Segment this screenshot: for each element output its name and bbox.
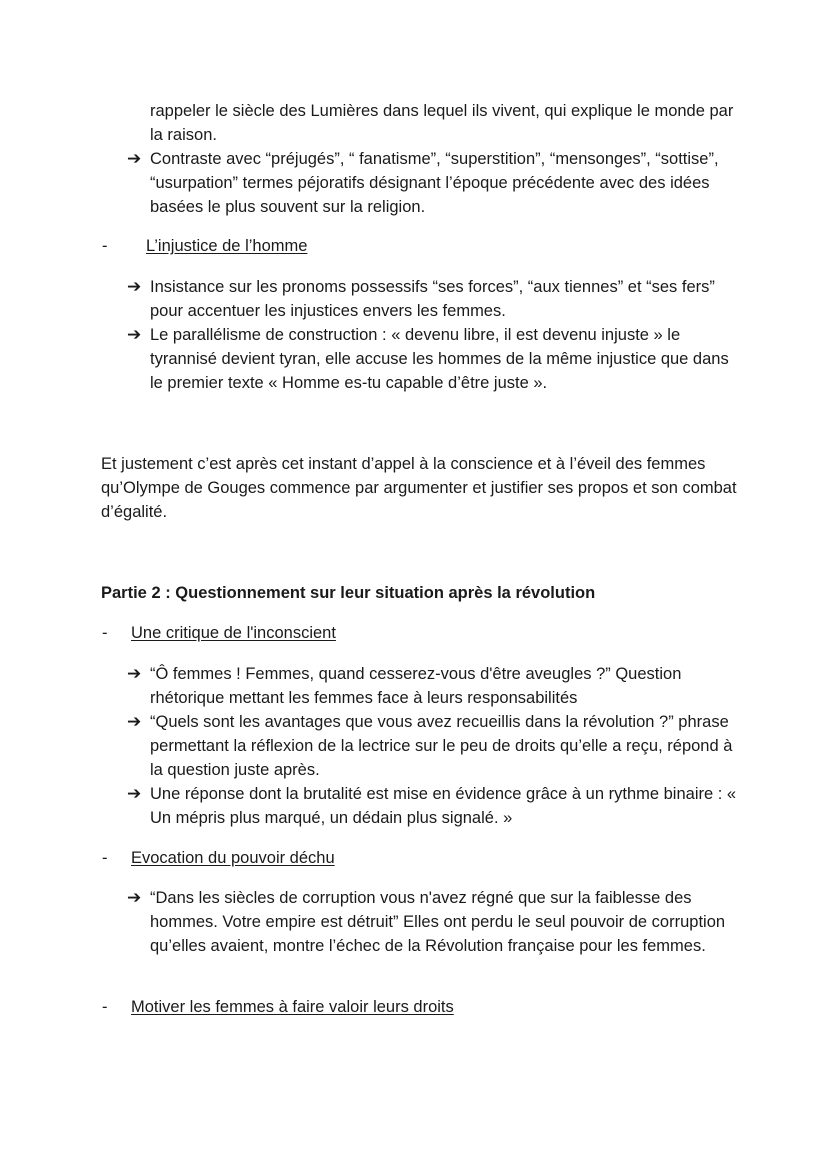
list-item <box>0 147 828 219</box>
dash-bullet: - <box>102 237 108 255</box>
arrow-icon: ➔ <box>127 888 142 907</box>
dash-bullet: - <box>102 998 108 1016</box>
part2-heading <box>0 581 828 605</box>
list-item <box>0 886 828 958</box>
list-item <box>0 662 828 710</box>
dash-bullet: - <box>102 849 108 867</box>
bullet-text: “Quels sont les avantages que vous avez recueillis dans la révolution ?” phrase permettant la réflexion de la lectrice sur le peu de droits qu’elle a reçu, répond à la question juste après. <box>150 713 733 779</box>
arrow-icon: ➔ <box>127 277 142 296</box>
section-title: Une critique de l'inconscient <box>131 624 336 642</box>
arrow-icon: ➔ <box>127 664 142 683</box>
transition-paragraph <box>0 452 828 524</box>
section-motiver-heading <box>0 995 828 1019</box>
list-item <box>0 275 828 323</box>
intro-continuation <box>0 99 828 147</box>
bullet-text: Le parallélisme de construction : « devenu libre, il est devenu injuste » le tyrannisé devient tyran, elle accuse les hommes de la même injustice que dans le premier texte « Homme es-tu capable d’être juste ». <box>150 326 729 392</box>
arrow-icon: ➔ <box>127 325 142 344</box>
section-title: Motiver les femmes à faire valoir leurs droits <box>131 998 454 1016</box>
section-injustice-bullets <box>0 275 828 395</box>
section-title: Evocation du pouvoir déchu <box>131 849 335 867</box>
section-critique-heading <box>0 621 828 645</box>
list-item <box>0 782 828 830</box>
bullet-text: “Dans les siècles de corruption vous n'avez régné que sur la faiblesse des hommes. Votre empire est détruit” Elles ont perdu le seul pouvoir de corruption qu’elles avaient, montre l’échec de la Révolution française pour les femmes. <box>150 889 726 955</box>
arrow-icon: ➔ <box>127 712 142 731</box>
paragraph-text: Et justement c’est après cet instant d’appel à la conscience et à l’éveil des femmes qu’Olympe de Gouges commence par argumenter et justifier ses propos et son combat d’égalité. <box>101 455 737 521</box>
bullet-text: “Ô femmes ! Femmes, quand cesserez-vous d'être aveugles ?” Question rhétorique mettant les femmes face à leurs responsabilités <box>150 665 682 707</box>
section-injustice-heading <box>0 234 828 258</box>
intro-continuation-text: rappeler le siècle des Lumières dans lequel ils vivent, qui explique le monde par la raison. <box>150 102 734 144</box>
list-item <box>0 710 828 782</box>
bullet-text: Contraste avec “préjugés”, “ fanatisme”, “superstition”, “mensonges”, “sottise”, “usurpation” termes péjoratifs désignant l’époque précédente avec des idées basées le plus souvent sur la religion. <box>150 150 719 216</box>
arrow-icon: ➔ <box>127 149 142 168</box>
section-critique-bullets <box>0 662 828 830</box>
page-heading: Partie 2 : Questionnement sur leur situation après la révolution <box>101 584 596 602</box>
arrow-icon: ➔ <box>127 784 142 803</box>
intro-bullets <box>0 147 828 219</box>
dash-bullet: - <box>102 624 108 642</box>
bullet-text: Insistance sur les pronoms possessifs “ses forces”, “aux tiennes” et “ses fers” pour accentuer les injustices envers les femmes. <box>150 278 715 320</box>
bullet-text: Une réponse dont la brutalité est mise en évidence grâce à un rythme binaire : « Un mépris plus marqué, un dédain plus signalé. » <box>150 785 737 827</box>
section-evocation-heading <box>0 846 828 870</box>
list-item <box>0 323 828 395</box>
section-evocation-bullets <box>0 886 828 958</box>
section-title: L’injustice de l’homme <box>146 237 308 255</box>
